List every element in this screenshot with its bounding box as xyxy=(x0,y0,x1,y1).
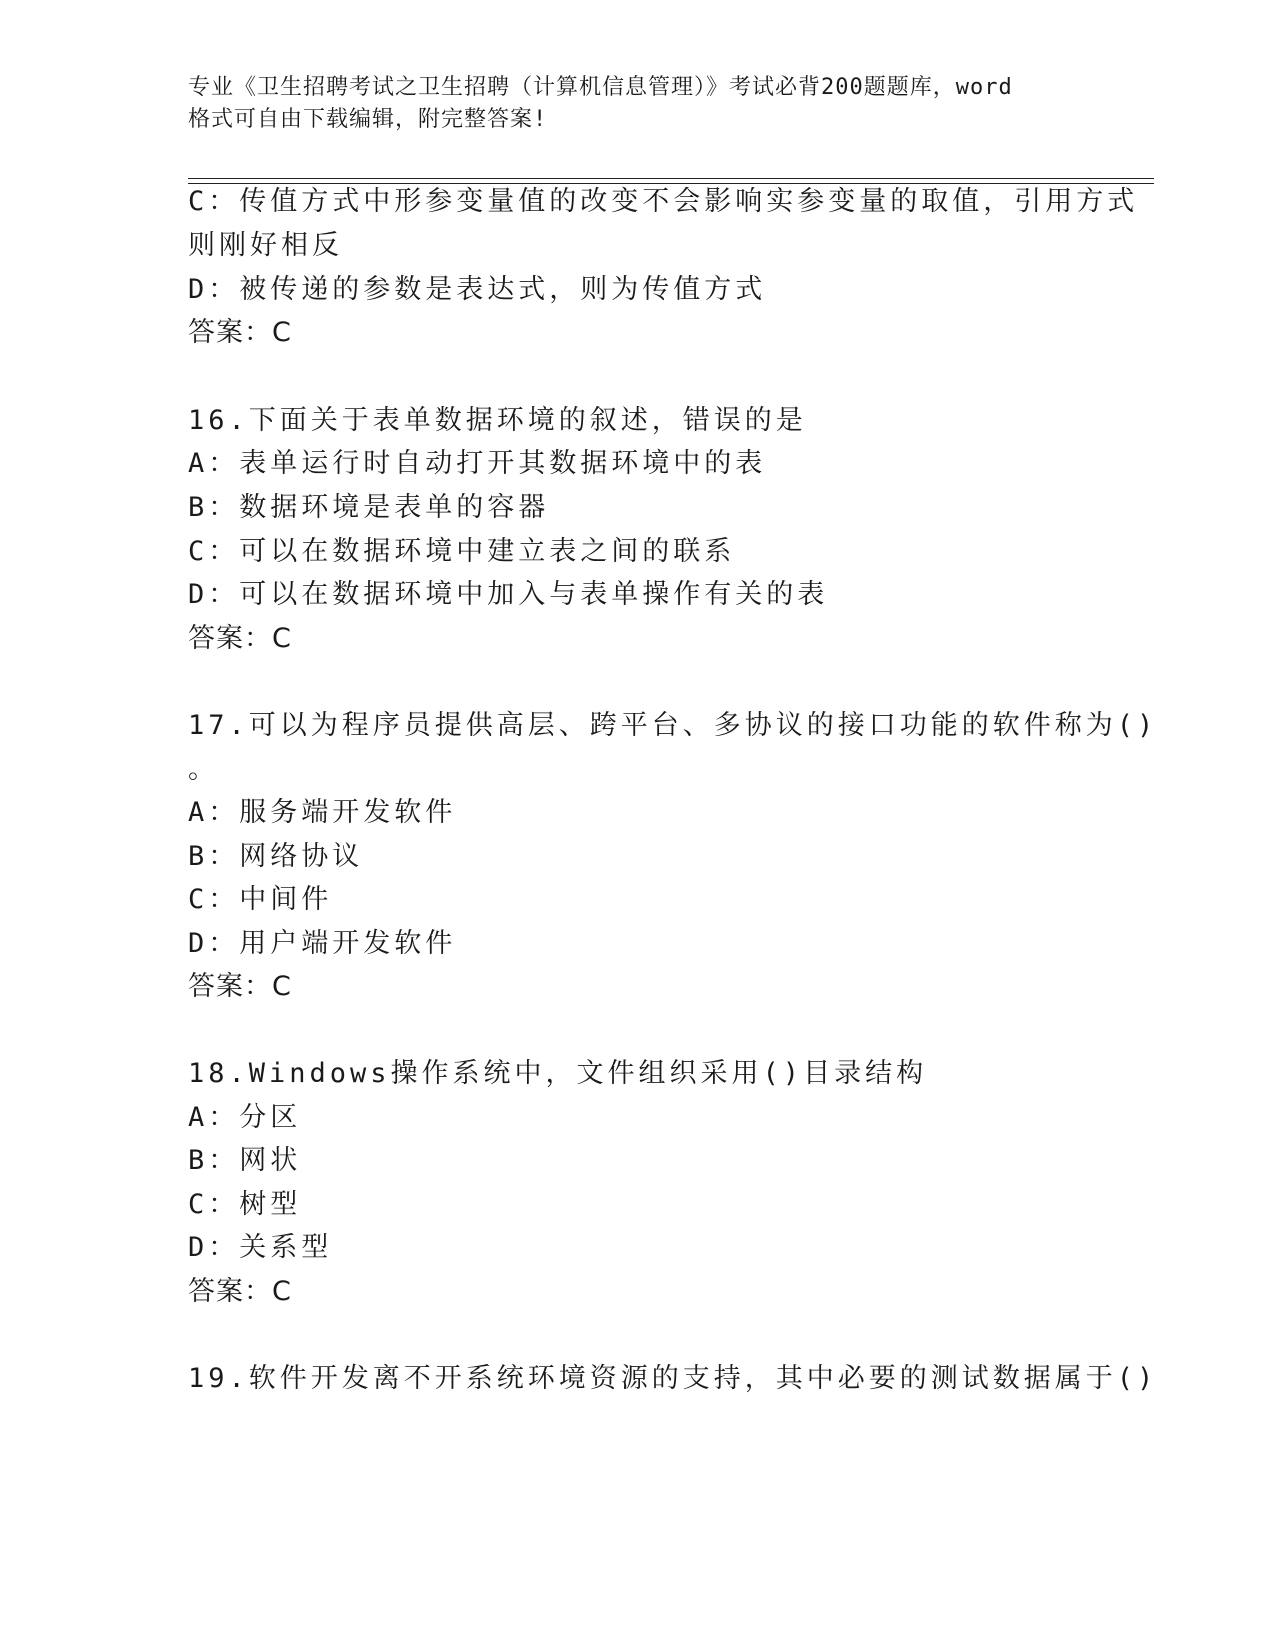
q17-question-line-2: 。 xyxy=(188,754,219,785)
q16-option-c: C：可以在数据环境中建立表之间的联系 xyxy=(188,536,736,567)
q17-option-b: B：网络协议 xyxy=(188,841,364,872)
q17-question-line-1: 17.可以为程序员提供高层、跨平台、多协议的接口功能的软件称为() xyxy=(188,710,1158,741)
q18-question: 18.Windows操作系统中，文件组织采用()目录结构 xyxy=(188,1058,928,1089)
q16-answer: 答案：C xyxy=(188,623,292,654)
q19-question: 19.软件开发离不开系统环境资源的支持，其中必要的测试数据属于() xyxy=(188,1363,1158,1394)
q16-option-d: D：可以在数据环境中加入与表单操作有关的表 xyxy=(188,579,829,610)
q15-option-c-line-2: 则刚好相反 xyxy=(188,230,343,261)
q16-question: 16.下面关于表单数据环境的叙述，错误的是 xyxy=(188,405,807,436)
header-line-2: 格式可自由下载编辑，附完整答案! xyxy=(188,107,548,132)
document-header xyxy=(188,72,1088,136)
q18-answer: 答案：C xyxy=(188,1276,292,1307)
q16-option-b: B：数据环境是表单的容器 xyxy=(188,492,550,523)
q18-option-a: A：分区 xyxy=(188,1102,302,1133)
q18-option-c: C：树型 xyxy=(188,1189,302,1220)
q17-option-a: A：服务端开发软件 xyxy=(188,797,457,828)
q17-option-d: D：用户端开发软件 xyxy=(188,928,457,959)
q18-option-d: D：关系型 xyxy=(188,1232,333,1263)
header-line-1: 专业《卫生招聘考试之卫生招聘（计算机信息管理）》考试必背200题题库，word xyxy=(188,75,1013,100)
q17-option-c: C：中间件 xyxy=(188,884,333,915)
q16-option-a: A：表单运行时自动打开其数据环境中的表 xyxy=(188,448,767,479)
q15-answer: 答案：C xyxy=(188,317,292,348)
q15-option-d: D：被传递的参数是表达式，则为传值方式 xyxy=(188,274,767,305)
q18-option-b: B：网状 xyxy=(188,1145,302,1176)
header-divider-top xyxy=(188,178,1154,179)
header-divider-bottom xyxy=(188,183,1154,184)
q17-answer: 答案：C xyxy=(188,971,292,1002)
q15-option-c-line-1: C：传值方式中形参变量值的改变不会影响实参变量的取值，引用方式 xyxy=(188,186,1139,217)
